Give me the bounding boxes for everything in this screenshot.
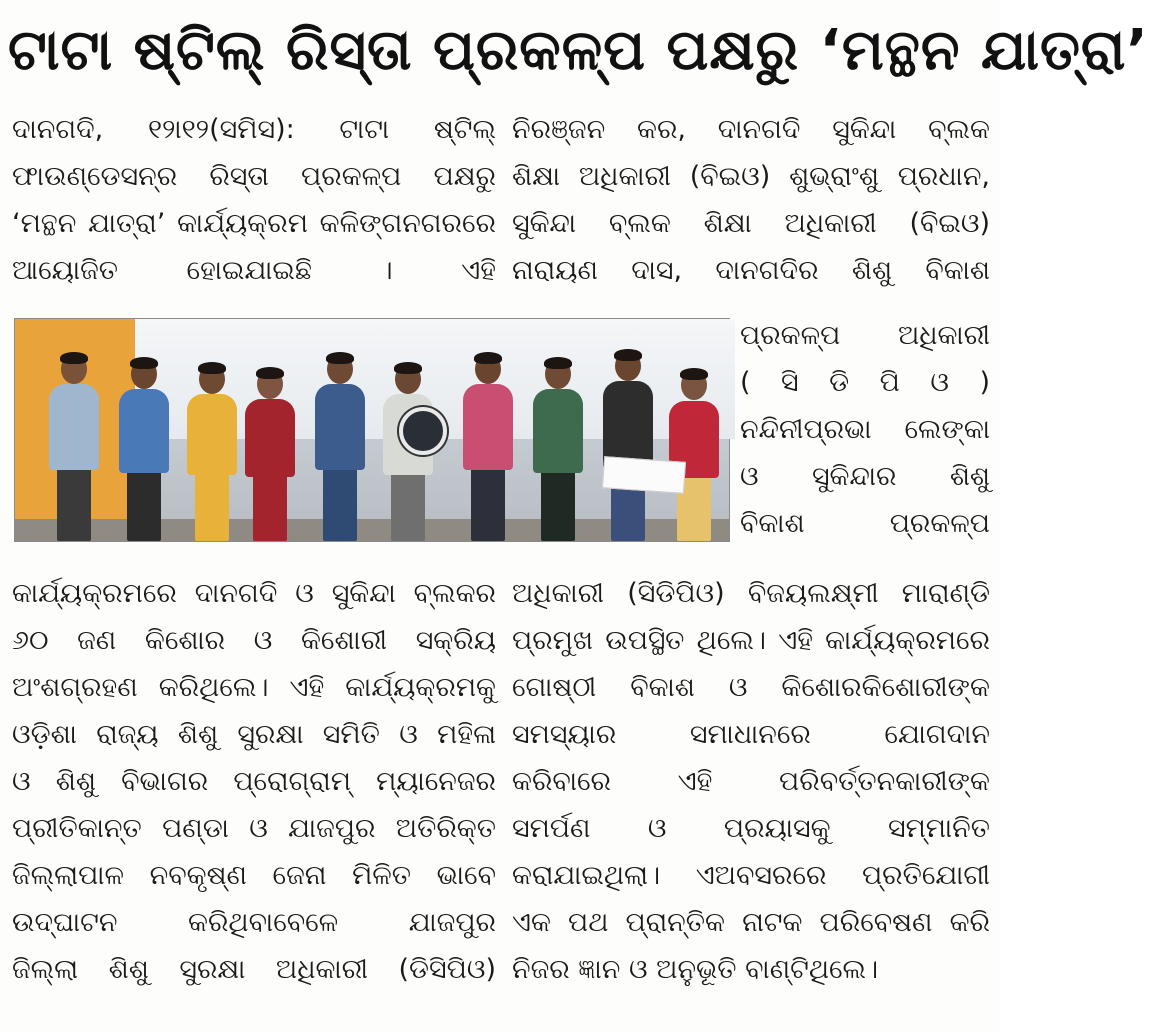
person-legs <box>57 467 91 541</box>
text-line: ଓଡ଼ିଶା ରାଜ୍ୟ ଶିଶୁ ସୁରକ୍ଷା ସମିତି ଓ ମହିଳା <box>12 719 496 750</box>
text-line: ପ୍ରକଳ୍ପ ଅଧିକାରୀ <box>740 320 990 351</box>
photo-person <box>599 341 657 541</box>
photo-person <box>665 365 723 541</box>
text-line: ଅଂଶଗ୍ରହଣ କରିଥିଲେ। ଏହି କାର୍ଯ୍ୟକ୍ରମକୁ <box>12 672 496 703</box>
text-line: ସମର୍ପଣ ଓ ପ୍ରୟାସକୁ ସମ୍ମାନିତ <box>512 813 990 844</box>
photo-person <box>45 345 103 541</box>
person-hair <box>60 352 88 364</box>
person-torso <box>533 389 583 473</box>
person-hair <box>326 352 354 364</box>
person-legs <box>195 471 229 541</box>
certificate <box>602 456 686 494</box>
text-line: କରାଯାଇଥିଲା। ଏଅବସରରେ ପ୍ରତିଯୋଗୀ <box>512 860 990 891</box>
person-legs <box>323 467 357 541</box>
person-torso <box>315 384 365 470</box>
person-legs <box>391 471 425 541</box>
person-hair <box>680 368 708 380</box>
person-hair <box>394 362 422 374</box>
article-column-top-right <box>512 106 990 294</box>
text-line: ଜିଲ୍ଲାପାଳ ନବକୃଷ୍ଣ ଜେନା ମିଳିତ ଭାବେ <box>12 860 496 891</box>
text-line: ନିଜର ଜ୍ଞାନ ଓ ଅନୁଭୂତି ବାଣ୍ଟିଥିଲେ। <box>512 954 879 985</box>
article-column-bottom-left <box>12 570 496 993</box>
person-hair <box>256 367 284 379</box>
photo-person <box>183 357 241 541</box>
memento-plaque <box>399 407 447 455</box>
text-line: ଦାନଗଦି, ୧୨ା୧୨(ସମିସ): ଟାଟା ଷ୍ଟିଲ୍ <box>12 114 496 145</box>
person-torso <box>463 384 513 470</box>
text-line: ଗୋଷ୍ଠୀ ବିକାଶ ଓ କିଶୋରକିଶୋରୀଙ୍କ <box>512 672 990 703</box>
article-column-bottom-right <box>512 570 990 993</box>
text-line: ଶିକ୍ଷା ଅଧିକାରୀ (ବିଇଓ) ଶୁଭ୍ରାଂଶୁ ପ୍ରଧାନ, <box>512 161 990 192</box>
person-legs <box>541 469 575 541</box>
text-line: ବିକାଶ ପ୍ରକଳ୍ପ <box>740 508 990 539</box>
person-hair <box>198 362 226 374</box>
text-line: ଓ ସୁକିନ୍ଦାର ଶିଶୁ <box>740 461 990 492</box>
article-column-side <box>740 312 990 547</box>
text-line: ଓ ଶିଶୁ ବିଭାଗର ପ୍ରୋଗ୍ରାମ୍ ମ୍ୟାନେଜର <box>12 766 496 797</box>
text-line: କାର୍ଯ୍ୟକ୍ରମରେ ଦାନଗଦି ଓ ସୁକିନ୍ଦା ବ୍ଲକର <box>12 578 496 609</box>
text-line: ନାରାୟଣ ଦାସ, ଦାନଗଦିର ଶିଶୁ ବିକାଶ <box>512 255 990 286</box>
headline: ଟାଟା ଷ୍ଟିଲ୍ ରିସ୍ତା ପ୍ରକଳ୍ପ ପକ୍ଷରୁ ‘ମନ୍ଥନ ଯାତ୍ରା’ <box>8 18 1149 83</box>
text-line: ଅଧିକାରୀ (ସିଡିପିଓ) ବିଜୟଲକ୍ଷ୍ମୀ ମାରାଣ୍ଡି <box>512 578 990 609</box>
photo-person <box>311 345 369 541</box>
news-photo <box>14 318 730 542</box>
person-torso <box>119 389 169 473</box>
text-line: ଜିଲ୍ଲା ଶିଶୁ ସୁରକ୍ଷା ଅଧିକାରୀ (ଡିସିପିଓ) <box>12 954 496 985</box>
text-line: ଉଦ୍‌ଘାଟନ କରିଥିବାବେଳେ ଯାଜପୁର <box>12 907 496 938</box>
person-hair <box>130 357 158 369</box>
text-line: କରିବାରେ ଏହି ପରିବର୍ତ୍ତନକାରୀଙ୍କ <box>512 766 990 797</box>
photo-person <box>529 351 587 541</box>
person-legs <box>471 467 505 541</box>
person-torso <box>49 384 99 470</box>
photo-person <box>241 363 299 541</box>
person-legs <box>253 473 287 541</box>
person-hair <box>544 357 572 369</box>
photo-person <box>115 351 173 541</box>
person-hair <box>474 352 502 364</box>
text-line: ଆୟୋଜିତ ହୋଇଯାଇଛି । ଏହି <box>12 255 496 286</box>
text-line: ( ସି ଡି ପି ଓ ) <box>740 367 990 398</box>
text-line: ଫାଉଣ୍ଡେସନ୍‌ର ରିସ୍ତା ପ୍ରକଳ୍ପ ପକ୍ଷରୁ <box>12 161 496 192</box>
text-line: ‘ମନ୍ଥନ ଯାତ୍ରା’ କାର୍ଯ୍ୟକ୍ରମ କଳିଙ୍ଗନଗରରେ <box>12 208 496 239</box>
text-line: ସୁକିନ୍ଦା ବ୍ଲକ ଶିକ୍ଷା ଅଧିକାରୀ (ବିଇଓ) <box>512 208 990 239</box>
article-column-top-left <box>12 106 496 294</box>
text-line: ସମସ୍ୟାର ସମାଧାନରେ ଯୋଗଦାନ <box>512 719 990 750</box>
person-torso <box>245 399 295 477</box>
person-hair <box>614 349 642 361</box>
text-line: ଏକ ପଥ ପ୍ରାନ୍ତିକ ନାଟକ ପରିବେଷଣ କରି <box>512 907 990 938</box>
text-line: ପ୍ରୀତିକାନ୍ତ ପଣ୍ଡା ଓ ଯାଜପୁର ଅତିରିକ୍ତ <box>12 813 496 844</box>
text-line: ନନ୍ଦିନୀପ୍ରଭା ଲେଙ୍କା <box>740 414 990 445</box>
photo-person <box>459 345 517 541</box>
person-legs <box>127 469 161 541</box>
text-line: ପ୍ରମୁଖ ଉପସ୍ଥିତ ଥିଲେ। ଏହି କାର୍ଯ୍ୟକ୍ରମରେ <box>512 625 990 656</box>
text-line: ୬୦ ଜଣ କିଶୋର ଓ କିଶୋରୀ ସକ୍ରିୟ <box>12 625 496 656</box>
text-line: ନିରଞ୍ଜନ କର, ଦାନଗଦି ସୁକିନ୍ଦା ବ୍ଲକ <box>512 114 990 145</box>
person-torso <box>187 394 237 475</box>
